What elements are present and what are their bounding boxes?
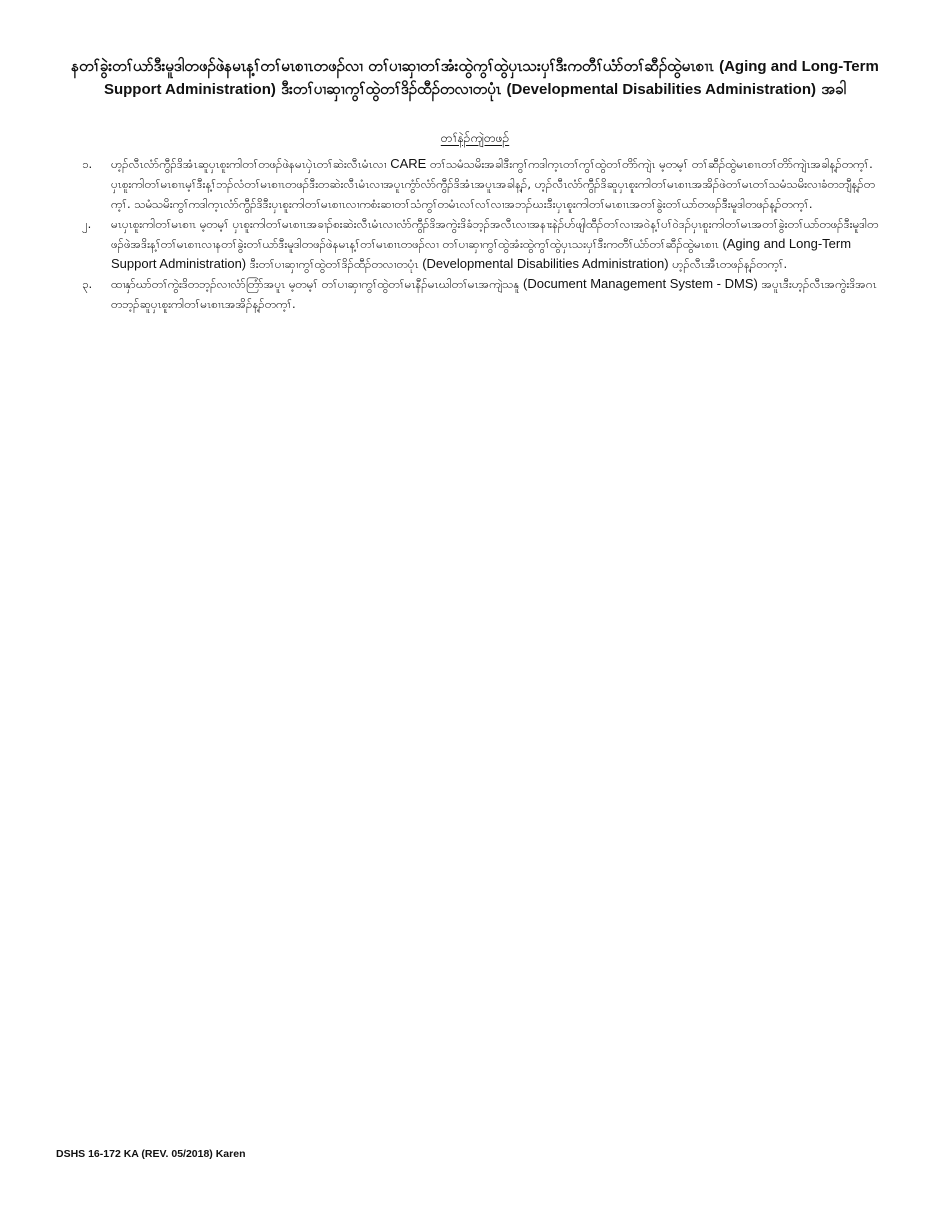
title-karen-part1: နတၢ်ခွဲးတၢ်ယာ်ဒီးမူဒါတဖၣ်ဖဲနမၤန့ၢ်တၢ်မၤစၢၤတဖၣ်လၢ တၢ်ပၢဆှၢတၢ်အံးထွဲကွၢ်ထွဲပှၤသးပှၢ်ဒီးကတီၢ်ယံာ်တၢ်ဆီၣ်ထွဲမၤစၢၤ xyxy=(71,57,714,75)
item-number: ၂. xyxy=(82,217,92,231)
item-text-b: တၢ်သမံသမိးအခါဒီးကွၢ်ကဒါက့ၤတၢ်ကွၢ်ထွဲတၢ်တိာ်ကျဲၤ မ့တမ့ၢ် တၢ်ဆီၣ်ထွဲမၤစၢၤတၢ်တိာ်ကျဲၤအခါန့ၣ်တက့ၢ်. ပှၤစူးကါတၢ်မၤစၢၤမ့ၢ်ဒီးန့ၢ်ဘၣ်လံတၢ်မၤစၢၤတဖၣ်ဒီးတဆဲးလီၤမံၤလၢအပူၤကွံာ်လံာ်ကွီၣ်ဒိအံၤအပူၤအခါန့ၣ်, ဟ့ၣ်လီၤလံာ်ကွီၣ်ဒိဆူပှၤစူးကါတၢ်မၤစၢၤအအိၣ်ဖဲတၢ်မၤတၢ်သမံသမိးလၢခံတဘျီန့ၣ်တက့ၢ်. သမံသမိးကွၢ်ကဒါက့ၤလံာ်ကွီၣ်ဒိဒီးပှၤစူးကါတၢ်မၤစၢၤလၢကစံးဆၢတၢ်သံကွၢ်တမံၤလၢ်လၢ်လၢအဘၣ်ဃးဒီးပှၤစူးကါတၢ်မၤစၢၤအတၢ်ခွဲးတၢ်ယာ်တဖၣ်ဒီးမူဒါတဖၣ်န့ၣ်တက့ၢ်. xyxy=(111,157,875,211)
item-number: ၃. xyxy=(82,277,93,291)
instruction-item-3 xyxy=(82,274,882,314)
title-karen-part3: အခါ xyxy=(821,80,847,98)
item-text-a: ဟ့ၣ်လီၤလံာ်ကွီၣ်ဒိအံၤဆူပှၤစူးကါတၢ်တဖၣ်ဖဲနမၤပှဲၤတၢ်ဆဲးလီၤမံၤလၢ xyxy=(111,157,387,171)
item-text-b: အပူၤဒီးဟ့ၣ်လီၤအကွဲးဒိအဂၤတဘ့ၣ်ဆူပှၤစူးကါတၢ်မၤစၢၤအအိၣ်န့ၣ်တက့ၢ်. xyxy=(111,277,877,311)
item-text-english-2: (Developmental Disabilities Administration) xyxy=(422,256,669,271)
item-text-b: ဒီးတၢ်ပၢဆှၢကွၢ်ထွဲတၢ်ဒိၣ်ထီၣ်တလၢတပုံၤ xyxy=(249,257,419,271)
item-number: ၁. xyxy=(82,157,93,171)
title-english-altsa: (Aging and Long-Term Support Administration) xyxy=(103,58,879,98)
instructions-heading-text: တၢ်နဲၣ်ကျဲတဖၣ် xyxy=(440,131,510,145)
instruction-item-2 xyxy=(82,214,882,274)
document-title xyxy=(70,55,880,101)
item-text-english: (Aging and Long-Term Support Administration) xyxy=(111,236,852,271)
instructions-list xyxy=(82,154,882,314)
item-text-english: (Document Management System - DMS) xyxy=(523,276,758,291)
item-text-english: CARE xyxy=(390,156,427,171)
item-text-a: မၤပှၤစူးကါတၢ်မၤစၢၤ မ့တမ့ၢ် ပှၤစူးကါတၢ်မၤစၢၤအခၢၣ်စးဆဲးလီၤမံၤလၢလံာ်ကွီၣ်ဒိအကွဲးဒိခံဘ့ၣ်အလီၤလၢအနၢးနဲၣ်ဟ်ဖျါထီၣ်တၢ်လၢအဝဲန့ၢ်ပၢ်ဝဲဒၣ်ပှၤစူးကါတၢ်မၤအတၢ်ခွဲးတၢ်ယာ်တဖၣ်ဒီးမူဒါတဖၣ်ဖဲအဒိးန့ၢ်တၢ်မၤစၢၤလၢနတၢ်ခွဲးတၢ်ယာ်ဒီးမူဒါတဖၣ်ဖဲနမၤန့ၢ်တၢ်မၤစၢၤတဖၣ်လၢ တၢ်ပၢဆှၢကွၢ်ထွဲအံးထွဲကွၢ်ထွဲပှၤသးပှၢ်ဒီးကတီၢ်ယံာ်တၢ်ဆီၣ်ထွဲမၤစၢၤ xyxy=(111,217,879,251)
form-number-footer: DSHS 16-172 KA (REV. 05/2018) Karen xyxy=(56,1148,246,1160)
title-karen-part2: ဒီးတၢ်ပၢဆှၢကွၢ်ထွဲတၢ်ဒိၣ်ထီၣ်တလၢတပုံၤ xyxy=(281,80,502,98)
instruction-item-1 xyxy=(82,154,882,214)
instructions-heading xyxy=(0,130,950,146)
item-text-c: ဟ့ၣ်လီၤအီၤတဖၣ်န့ၣ်တက့ၢ်. xyxy=(672,257,788,271)
title-english-dda: (Developmental Disabilities Administration) xyxy=(506,81,816,98)
item-text-a: ထၢနှာ်ဃာ်တၢ်ကွဲးဒိတဘ့ၣ်လၢလံာ်တြံာ်အပူၤ မ့တမ့ၢ် တၢ်ပၢဆှၢကွၢ်ထွဲတၢ်မၤနီၣ်မၤဃါတၢ်မၤအကျဲသနူ xyxy=(111,277,520,291)
